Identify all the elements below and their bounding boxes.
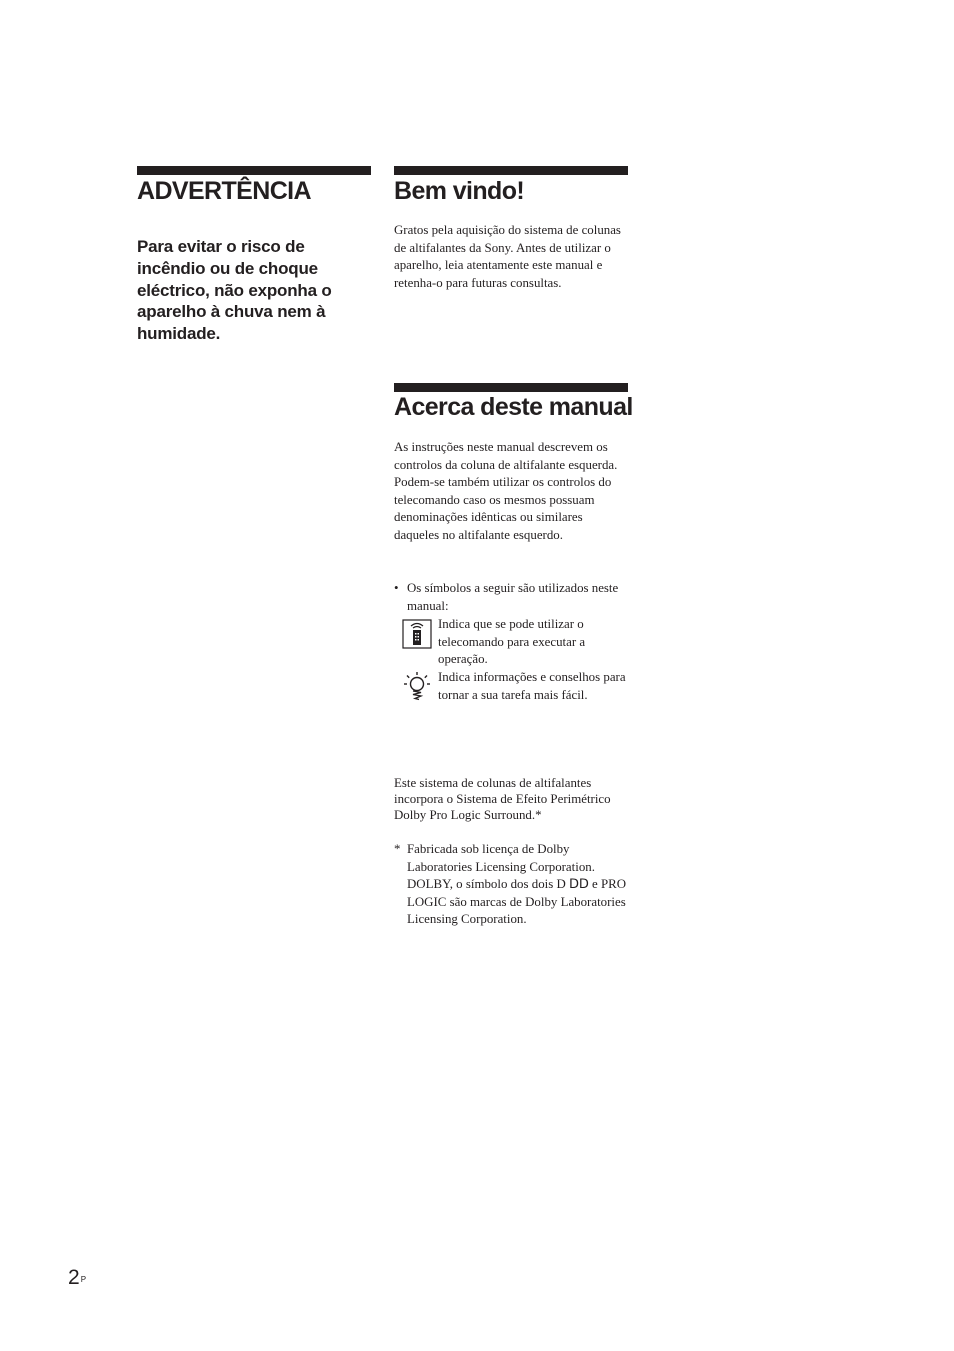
remote-control-icon: [402, 619, 432, 649]
hint-symbol-text: Indica informações e conselhos para tornar a sua tarefa mais fácil.: [438, 670, 626, 702]
about-title: Acerca deste manual: [394, 393, 633, 421]
page-number-suffix: P: [80, 1275, 87, 1284]
remote-symbol-text: Indica que se pode utilizar o telecomando para executar a operação.: [438, 617, 586, 667]
about-text: As instruções neste manual descrevem os controlos da coluna de altifalante esquerda. Podem-se também utilizar os controlos do telecomando caso os mesmos possuam denominações idênticas ou similares daqueles no altifalante esquerdo.: [394, 440, 618, 542]
welcome-text: Gratos pela aquisição do sistema de colunas de altifalantes da Sony. Antes de utilizar o aparelho, leia atentamente este manual e retenha-o para futuras consultas.: [394, 223, 621, 290]
welcome-rule: [394, 166, 628, 175]
warning-rule: [137, 166, 371, 175]
page-number: [68, 1265, 86, 1291]
warning-text: Para evitar o risco de incêndio ou de choque eléctrico, não exponha o aparelho à chuva nem à humidade.: [137, 237, 332, 344]
bullet-text: Os símbolos a seguir são utilizados neste manual:: [407, 581, 619, 613]
bullet-mark: •: [394, 581, 399, 595]
page-number-value: 2: [68, 1266, 80, 1289]
footnote-mark: *: [394, 842, 401, 856]
about-rule: [394, 383, 628, 392]
lightbulb-hint-icon: [402, 671, 432, 701]
footnote-text: Fabricada sob licença de Dolby Laboratories Licensing Corporation. DOLBY, o símbolo dos dois D ⅮⅮ e PRO LOGIC são marcas de Dolby Laboratories Licensing Corporation.: [407, 842, 627, 927]
welcome-title: Bem vindo!: [394, 177, 525, 205]
warning-title: ADVERTÊNCIA: [137, 177, 311, 205]
dolby-text: Este sistema de colunas de altifalantes incorpora o Sistema de Efeito Perimétrico Dolby Pro Logic Surround.*: [394, 776, 611, 823]
